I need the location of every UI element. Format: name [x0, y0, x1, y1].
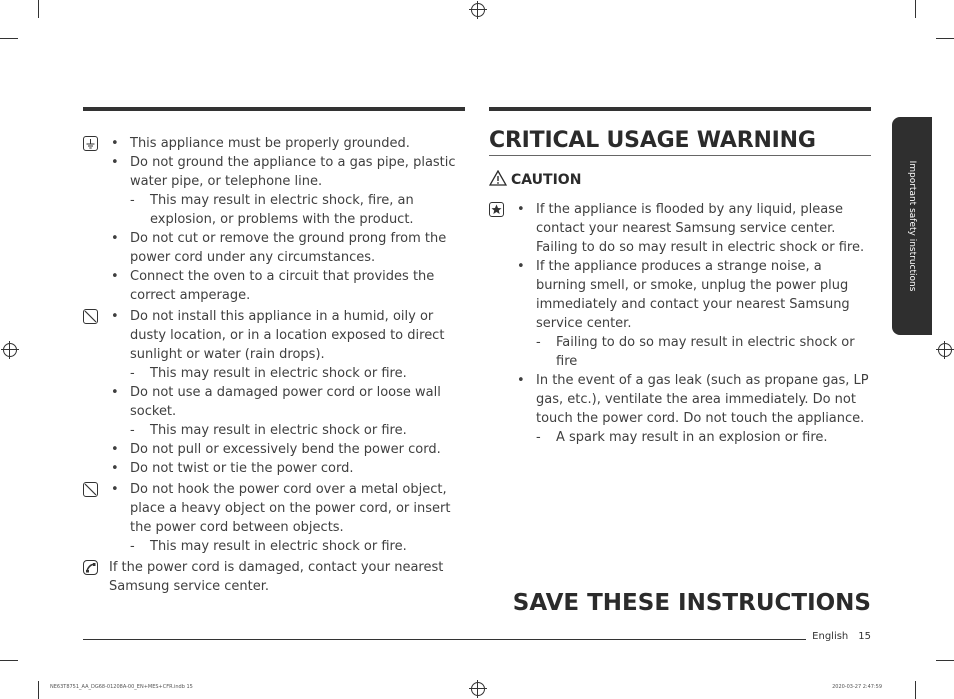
footer-language: English: [812, 631, 849, 642]
list-item: • If the appliance produces a strange noise, a burning smell, or smoke, unplug the power plug immediately and contact your nearest Samsung service center.: [515, 257, 873, 333]
crop-mark: [915, 0, 916, 18]
crop-mark: [936, 38, 954, 39]
list-item: • Do not ground the appliance to a gas pipe, plastic water pipe, or telephone line.: [109, 153, 468, 191]
list-subitem: - This may result in electric shock or fire.: [109, 537, 468, 556]
list-item: • Connect the oven to a circuit that provides the correct amperage.: [109, 267, 468, 305]
crop-mark: [0, 38, 18, 39]
right-column: [489, 200, 873, 447]
list-item: • Do not twist or tie the power cord.: [109, 459, 468, 478]
list-item: • Do not hook the power cord over a metal object, place a heavy object on the power cord, or insert the power cord between objects.: [109, 480, 468, 537]
crop-mark: [0, 660, 18, 661]
print-timestamp: 2020-03-27 2:47:59: [832, 684, 882, 690]
section-tab-label: Important safety instructions: [907, 160, 917, 292]
caution-label: [489, 170, 581, 190]
print-file-info: NE63T8751_AA_DG68-01208A-00_EN+MES+CFR.indb 15: [50, 684, 193, 690]
ground-icon: [83, 136, 98, 151]
registration-mark-icon: [471, 3, 485, 17]
left-column-rule: [83, 107, 465, 111]
list-item: • Do not pull or excessively bend the power cord.: [109, 440, 468, 459]
warning-triangle-icon: [489, 170, 507, 190]
power-cord-warning-group: [83, 480, 468, 556]
save-instructions-heading: SAVE THESE INSTRUCTIONS: [512, 590, 871, 616]
list-item: • This appliance must be properly grounded.: [109, 134, 468, 153]
list-subitem: - This may result in electric shock or fire.: [109, 421, 468, 440]
installation-warning-group: [83, 307, 468, 478]
list-item: • Do not install this appliance in a humid, oily or dusty location, or in a location exposed to direct sunlight or water (rain drops).: [109, 307, 468, 364]
crop-mark: [38, 0, 39, 18]
list-subitem: - This may result in electric shock or fire.: [109, 364, 468, 383]
prohibited-icon: [83, 482, 98, 497]
service-contact-group: [83, 558, 468, 596]
ground-warning-group: [83, 134, 468, 305]
page-number: 15: [858, 631, 871, 642]
registration-mark-icon: [938, 343, 952, 357]
page-title: CRITICAL USAGE WARNING: [489, 128, 871, 156]
footer-rule: [83, 639, 806, 640]
crop-mark: [936, 660, 954, 661]
crop-mark: [38, 681, 39, 699]
service-contact-text: If the power cord is damaged, contact your nearest Samsung service center.: [109, 560, 444, 594]
list-item: • If the appliance is flooded by any liquid, please contact your nearest Samsung service center. Failing to do so may result in electric shock or fire.: [515, 200, 873, 257]
list-subitem: - A spark may result in an explosion or fire.: [515, 428, 873, 447]
list-item: • Do not cut or remove the ground prong from the power cord under any circumstances.: [109, 229, 468, 267]
list-item: • Do not use a damaged power cord or loose wall socket.: [109, 383, 468, 421]
left-column: [83, 134, 468, 596]
prohibited-icon: [83, 309, 98, 324]
registration-mark-icon: [3, 343, 17, 357]
caution-text: CAUTION: [511, 172, 582, 188]
crop-mark: [915, 681, 916, 699]
contact-service-icon: [83, 560, 98, 575]
right-column-rule: [489, 107, 871, 111]
caution-group: [489, 200, 873, 447]
list-subitem: - Failing to do so may result in electric shock or fire: [515, 333, 873, 371]
page-footer: [802, 631, 871, 642]
important-star-icon: [489, 202, 504, 217]
list-subitem: - This may result in electric shock, fire, an explosion, or problems with the product.: [109, 191, 468, 229]
list-item: • In the event of a gas leak (such as propane gas, LP gas, etc.), ventilate the area immediately. Do not touch the power cord. Do not touch the appliance.: [515, 371, 873, 428]
registration-mark-icon: [471, 682, 485, 696]
